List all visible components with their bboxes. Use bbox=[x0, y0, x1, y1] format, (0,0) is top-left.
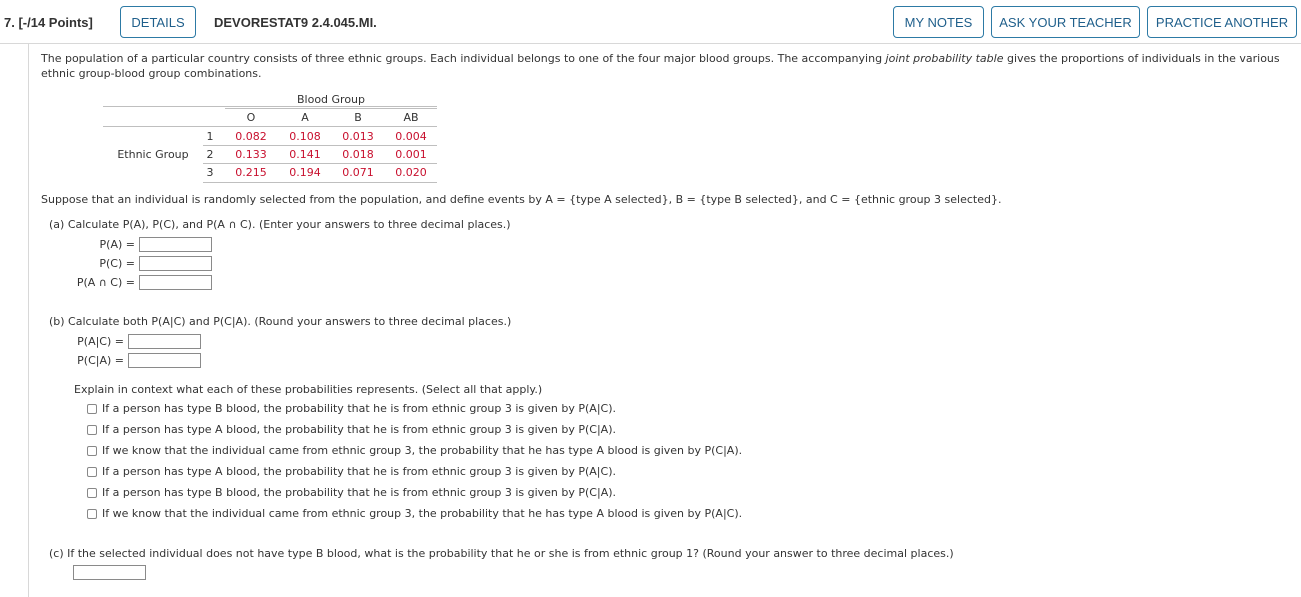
my-notes-button[interactable]: MY NOTES bbox=[893, 6, 984, 38]
option-label[interactable]: If we know that the individual came from ethnic group 3, the probability that he has type A blood is given by P(C|A). bbox=[102, 444, 743, 457]
table-col-header: O bbox=[246, 111, 256, 124]
p-a-and-c-input[interactable] bbox=[139, 275, 212, 290]
table-cell: 0.082 bbox=[235, 130, 267, 143]
part-a-label: P(C) = bbox=[99, 257, 135, 270]
option-checkbox[interactable] bbox=[87, 509, 97, 519]
table-cell: 0.071 bbox=[342, 166, 374, 179]
table-cell: 0.215 bbox=[235, 166, 267, 179]
option-checkbox[interactable] bbox=[87, 425, 97, 435]
table-rule bbox=[203, 163, 437, 164]
part-a-label: P(A) = bbox=[99, 238, 135, 251]
table-cell: 0.141 bbox=[289, 148, 321, 161]
table-cell: 0.108 bbox=[289, 130, 321, 143]
option-label[interactable]: If a person has type B blood, the probability that he is from ethnic group 3 is given by P(A|C). bbox=[102, 402, 617, 415]
question-number: 7. [-/14 Points] bbox=[4, 15, 93, 30]
p-c-given-a-input[interactable] bbox=[128, 353, 201, 368]
intro-emphasis: joint probability table bbox=[885, 52, 1004, 65]
details-button[interactable]: DETAILS bbox=[120, 6, 196, 38]
part-c-input[interactable] bbox=[73, 565, 146, 580]
table-row-label: 1 bbox=[206, 130, 214, 143]
table-cell: 0.194 bbox=[289, 166, 321, 179]
part-b-label: P(A|C) = bbox=[77, 335, 124, 348]
question-body bbox=[28, 44, 1301, 597]
table-col-header: B bbox=[354, 111, 362, 124]
ask-your-teacher-button[interactable]: ASK YOUR TEACHER bbox=[991, 6, 1140, 38]
p-a-given-c-input[interactable] bbox=[128, 334, 201, 349]
table-rule bbox=[203, 182, 437, 183]
table-cell: 0.018 bbox=[342, 148, 374, 161]
table-cell: 0.133 bbox=[235, 148, 267, 161]
table-col-group-label: Blood Group bbox=[296, 93, 366, 106]
part-c-prompt: (c) If the selected individual does not have type B blood, what is the probability that he or she is from ethnic group 1? (Round your answer to three decimal places.) bbox=[49, 547, 954, 560]
table-row-label: 3 bbox=[206, 166, 214, 179]
table-cell: 0.001 bbox=[395, 148, 427, 161]
table-cell: 0.020 bbox=[395, 166, 427, 179]
option-label[interactable]: If a person has type A blood, the probability that he is from ethnic group 3 is given by P(C|A). bbox=[102, 423, 616, 436]
table-col-header: AB bbox=[403, 111, 419, 124]
table-rule bbox=[225, 108, 437, 109]
explain-prompt: Explain in context what each of these probabilities represents. (Select all that apply.) bbox=[74, 383, 543, 396]
part-b-label: P(C|A) = bbox=[77, 354, 124, 367]
option-checkbox[interactable] bbox=[87, 404, 97, 414]
part-a-prompt: (a) Calculate P(A), P(C), and P(A ∩ C). (Enter your answers to three decimal places.) bbox=[49, 218, 511, 231]
option-checkbox[interactable] bbox=[87, 467, 97, 477]
option-checkbox[interactable] bbox=[87, 488, 97, 498]
table-rule bbox=[103, 106, 437, 107]
part-b-prompt: (b) Calculate both P(A|C) and P(C|A). (Round your answers to three decimal places.) bbox=[49, 315, 512, 328]
table-rule bbox=[203, 145, 437, 146]
intro-text: The population of a particular country consists of three ethnic groups. Each individual belongs to one of the four major blood groups. The accompanying bbox=[41, 52, 886, 65]
table-row-label: 2 bbox=[206, 148, 214, 161]
question-header bbox=[0, 0, 1301, 44]
option-label[interactable]: If a person has type B blood, the probability that he is from ethnic group 3 is given by P(C|A). bbox=[102, 486, 617, 499]
table-rule bbox=[103, 126, 437, 127]
part-a-label: P(A ∩ C) = bbox=[76, 276, 135, 289]
option-checkbox[interactable] bbox=[87, 446, 97, 456]
table-cell: 0.013 bbox=[342, 130, 374, 143]
table-cell: 0.004 bbox=[395, 130, 427, 143]
setup-text: Suppose that an individual is randomly selected from the population, and define events by A = {type A selected}, B = {type B selected}, and C = {ethnic group 3 selected}. bbox=[41, 193, 1002, 206]
intro-text-end: gives the proportions of individuals in the various ethnic group-blood group combinations. bbox=[41, 52, 1280, 80]
intro-paragraph bbox=[41, 51, 1291, 81]
question-id: DEVORESTAT9 2.4.045.MI. bbox=[214, 15, 377, 30]
practice-another-button[interactable]: PRACTICE ANOTHER bbox=[1147, 6, 1297, 38]
table-col-header: A bbox=[301, 111, 309, 124]
option-label[interactable]: If a person has type A blood, the probability that he is from ethnic group 3 is given by P(A|C). bbox=[102, 465, 616, 478]
p-c-input[interactable] bbox=[139, 256, 212, 271]
option-label[interactable]: If we know that the individual came from ethnic group 3, the probability that he has type A blood is given by P(A|C). bbox=[102, 507, 743, 520]
p-a-input[interactable] bbox=[139, 237, 212, 252]
table-row-group-label: Ethnic Group bbox=[117, 148, 189, 161]
